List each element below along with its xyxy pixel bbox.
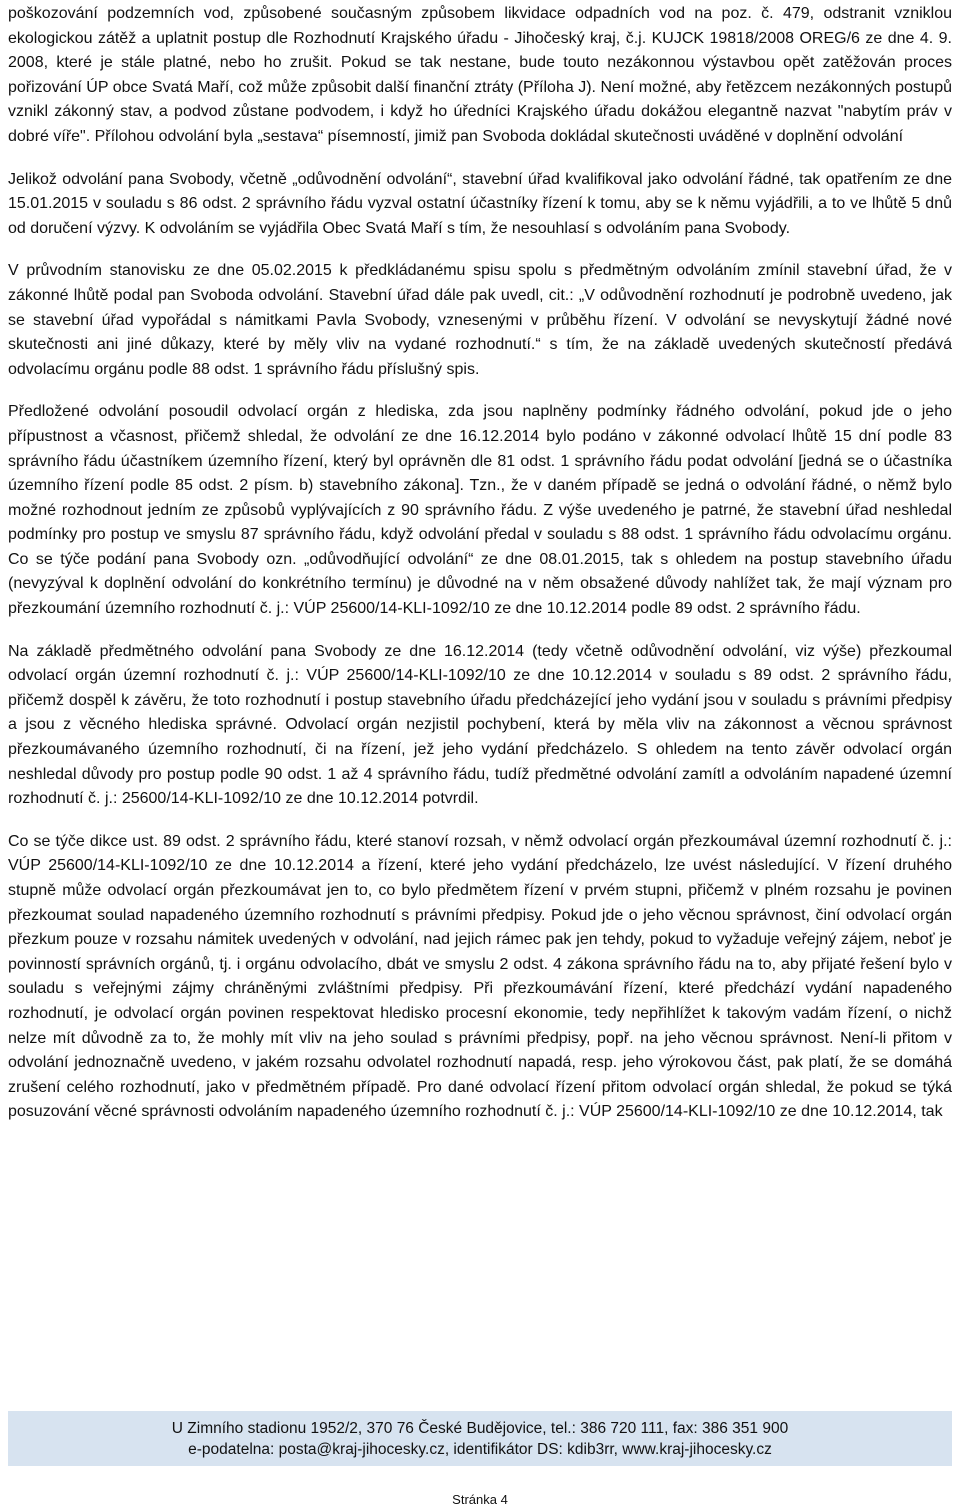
paragraph-4: Předložené odvolání posoudil odvolací orgán z hlediska, zda jsou naplněny podmínky řádného odvolání, pokud jde o jeho přípustnost a včasnost, přičemž shledal, že odvolání ze dne 16.12.2014 bylo podáno v zákonné odvolací lhůtě 15 dní podle 83 správního řádu účastníkem územního řízení, který byl oprávněn dle 81 odst. 1 správního řádu podat odvolání [jedná se o účastníka územního řízení podle 85 odst. 2 písm. b) stavebního zákona]. Tzn., že v daném případě se jedná o odvolání řádné, o němž bylo možné rozhodnout jedním ze způsobů vyplývajících z 90 správního řádu. Z výše uvedeného je patrné, že stavební úřad neshledal podmínky pro postup ve smyslu 87 správního řádu, když odvolání předal v souladu s 88 odst. 1 správního řádu odvolacímu orgánu. Co se týče podání pana Svobody ozn. „odůvodňující odvolání“ ze dne 08.01.2015, tak s ohledem na postup stavebního úřadu (nevyzýval k doplnění odvolání do konkrétního termínu) je důvodné na v něm obsažené důvody nahlížet tak, že mají význam pro přezkoumání územního rozhodnutí č. j.: VÚP 25600/14-KLI-1092/10 ze dne 10.12.2014 podle 89 odst. 2 správního řádu. [8,403,952,618]
document-body [8,0,952,1125]
paragraph-gap [8,622,952,640]
page-footer [8,1411,952,1466]
page-number: Stránka 4 [452,1492,508,1507]
paragraph-3: V průvodním stanovisku ze dne 05.02.2015 k předkládanému spisu spolu s předmětným odvoláním zmínil stavební úřad, že v zákonné lhůtě podal pan Svoboda odvolání. Stavební úřad dále pak uvedl, cit.: „V odůvodnění rozhodnutí je podrobně uvedeno, jak se stavební úřad vypořádal s námitkami Pavla Svobody, vznesenými v průběhu řízení. V odvolání se nevyskytují žádné nové skutečnosti ani jiné důkazy, které by měly vliv na vydané rozhodnutí.“ s tím, že na základě uvedených skutečností předává odvolacímu orgánu podle 88 odst. 1 správního řádu příslušný spis. [8,262,952,378]
paragraph-2: Jelikož odvolání pana Svobody, včetně „odůvodnění odvolání“, stavební úřad kvalifikoval jako odvolání řádné, tak opatřením ze dne 15.01.2015 v souladu s 86 odst. 2 správního řádu vyzval ostatní účastníky řízení k tomu, aby se k němu vyjádřili, a to ve lhůtě 5 dnů od doručení výzvy. K odvoláním se vyjádřila Obec Svatá Maří s tím, že nesouhlasí s odvoláním pana Svobody. [8,170,952,237]
paragraph-6: Co se týče dikce ust. 89 odst. 2 správního řádu, které stanoví rozsah, v němž odvolací orgán přezkoumával územní rozhodnutí č. j.: VÚP 25600/14-KLI-1092/10 ze dne 10.12.2014 a řízení, které jeho vydání předcházelo, lze uvést následující. V řízení druhého stupně může odvolací orgán přezkoumávat jen to, co bylo předmětem řízení v prvém stupni, přičemž v plném rozsahu je povinen přezkoumat soulad napadeného územního rozhodnutí s právními předpisy. Pokud jde o jeho věcnou správnost, činí odvolací orgán přezkum pouze v rozsahu námitek uvedených v odvolání, nad jejich rámec pak jen tehdy, pokud to vyžaduje veřejný zájem, neboť je povinností správních orgánů, tj. i orgánu odvolacího, dbát ve smyslu 2 odst. 4 zákona správního řádu na to, aby přijaté řešení bylo v souladu s veřejnými zájmy chráněnými zvláštními předpisy. Při přezkoumávání řízení, které předchází vydání napadeného rozhodnutí, je odvolací orgán povinen respektovat hledisko procesní ekonomie, tedy nepřihlížet k takovým vadám řízení, o nichž nelze mít důvodně za to, že mohly mít vliv na jeho soulad s právními předpisy, popř. na jeho věcnou správnost. Není-li přitom v odvolání jednoznačně uvedeno, v jakém rozsahu odvolatel rozhodnutí napadá, resp. jeho výrokovou část, pak platí, že se domáhá zrušení celého rozhodnutí, jako v předmětném případě. Pro dané odvolací řízení přitom odvolací orgán shledal, že pokud se týká posuzování věcné správnosti odvoláním napadeného územního rozhodnutí č. j.: VÚP 25600/14-KLI-1092/10 ze dne 10.12.2014, tak [8,832,952,1121]
footer-address: U Zimního stadionu 1952/2, 370 76 České Budějovice, tel.: 386 720 111, fax: 386 351 900 [171,1420,789,1437]
footer-contacts: e-podatelna: posta@kraj-jihocesky.cz, identifikátor DS: kdib3rr, www.kraj-jihocesky.cz [188,1441,772,1458]
paragraph-gap [8,241,952,259]
paragraph-gap [8,150,952,168]
paragraph-5: Na základě předmětného odvolání pana Svobody ze dne 16.12.2014 (tedy včetně odůvodnění odvolání, viz výše) přezkoumal odvolací orgán územní rozhodnutí č. j.: VÚP 25600/14-KLI-1092/10 ze dne 10.12.2014 v souladu s 89 odst. 2 správního řádu, přičemž dospěl k závěru, že toto rozhodnutí i postup stavebního úřadu předcházející jeho vydání jsou v souladu s právními předpisy a jsou z věcného hlediska správné. Odvolací orgán nezjistil pochybení, která by měla vliv na zákonnost a věcnou správnost přezkoumávaného územního rozhodnutí, či na řízení, jež jeho vydání předcházelo. S ohledem na tento závěr odvolací orgán neshledal důvody pro postup podle 90 odst. 1 až 4 správního řádu, tudíž předmětné odvolání zamítl a odvoláním napadené územní rozhodnutí č. j.: 25600/14-KLI-1092/10 ze dne 10.12.2014 potvrdil. [8,642,952,808]
paragraph-gap [8,812,952,830]
paragraph-1: poškozování podzemních vod, způsobené současným způsobem likvidace odpadních vod na poz. č. 479, odstranit vzniklou ekologickou zátěž a uplatnit postup dle Rozhodnutí Krajského úřadu - Jihočeský kraj, č.j. KUJCK 19818/2008 OREG/6 ze dne 4. 9. 2008, které je stále platné, nebo ho zrušit. Pokud se tak nestane, bude touto nezákonnou výstavbou opět zatěžován proces pořizování ÚP obce Svatá Maří, což může způsobit další finanční ztráty (Příloha J). Není možné, aby řetězcem nezákonných postupů vznikl zákonný stav, a podvod zůstane podvodem, i když ho úředníci Krajského úřadu dokážou elegantně nazvat "nabytím práv v dobré víře". Přílohou odvolání byla „sestava“ písemností, jimiž pan Svoboda dokládal skutečnosti uváděné v doplnění odvolání [8,5,952,145]
paragraph-gap [8,382,952,400]
